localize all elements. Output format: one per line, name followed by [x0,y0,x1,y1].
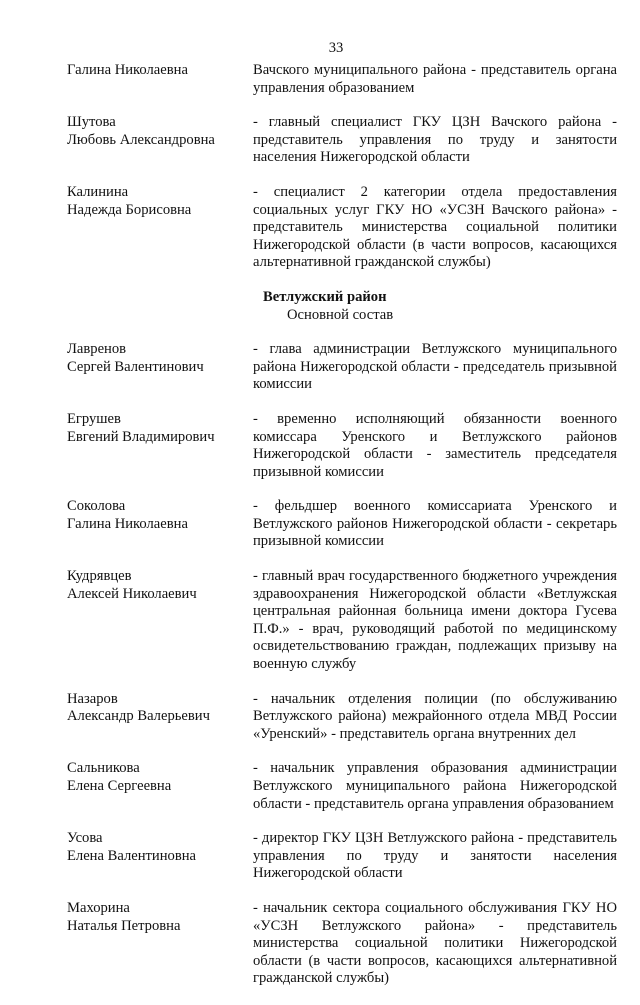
member-row [67,691,617,744]
member-name [67,114,253,167]
member-role: - главный специалист ГКУ ЦЗН Вачского района - представитель управления по труду и занятости населения Нижегородской области [253,114,617,166]
member-role: - начальник сектора социального обслуживания ГКУ НО «УСЗН Ветлужского района» - представитель министерства социальной политики Нижегородской области (в части вопросов, касающихся альтернативной гражданской службы) [253,899,617,987]
member-name-line: Усова [67,830,103,847]
member-role: - фельдшер военного комиссариата Уренского и Ветлужского районов Нижегородской области - секретарь призывной комиссии [253,498,617,550]
member-name-line: Назаров [67,690,118,707]
member-role: - глава администрации Ветлужского муниципального района Нижегородской области - председатель призывной комиссии [253,341,617,393]
member-name-line: Шутова [67,114,116,131]
member-role: - специалист 2 категории отдела предоставления социальных услуг ГКУ НО «УСЗН Вачского района» - представитель министерства социальной политики Нижегородской области (в части вопросов, касающихся альтернативной гражданской службы) [253,183,617,271]
member-name-line: Александр Валерьевич [67,708,210,725]
member-name [67,411,253,481]
member-name-line: Кудрявцев [67,568,132,585]
member-name-line: Соколова [67,498,126,515]
member-name-line: Калинина [67,183,129,200]
member-name-line: Сальникова [67,760,140,777]
member-name [67,62,253,97]
section-subtitle: Основной состав [287,306,394,323]
page-number: 33 [328,40,344,56]
member-name [67,341,253,394]
member-name-line: Галина Николаевна [67,515,188,532]
member-name [67,760,253,813]
member-row [67,760,617,813]
member-row [67,114,617,167]
member-name-line: Наталья Петровна [67,917,181,934]
member-name-line: Евгений Владимирович [67,428,215,445]
district-title: Ветлужский район [263,288,387,305]
member-name-line: Лавренов [67,341,127,358]
member-role: - начальник отделения полиции (по обслуживанию Ветлужского района) межрайонного отдела МВД России «Уренский» - представитель органа внутренних дел [253,690,617,742]
section-header [253,289,617,324]
member-role: - главный врач государственного бюджетного учреждения здравоохранения Нижегородской области «Ветлужская центральная районная больница имени доктора Гусева П.Ф.» - врач, руководящий работой по медицинскому освидетельствованию граждан, подлежащих призыву на военную службу [253,568,617,673]
member-role: - начальник управления образования администрации Ветлужского муниципального района Нижегородской области - представитель органа управления образованием [253,760,617,812]
member-name [67,568,253,674]
member-name-line: Галина Николаевна [67,62,188,78]
member-name [67,184,253,272]
member-role: - временно исполняющий обязанности военного комиссара Уренского и Ветлужского районов Нижегородской области - заместитель председателя призывной комиссии [253,410,617,480]
member-row [67,900,617,988]
member-name [67,900,253,988]
member-row [67,568,617,674]
member-row [67,341,617,394]
member-row [67,498,617,551]
member-name [67,830,253,883]
member-row [67,184,617,272]
member-role: - директор ГКУ ЦЗН Ветлужского района - представитель управления по труду и занятости населения Нижегородской области [253,830,617,882]
member-row [67,830,617,883]
member-name-line: Махорина [67,899,130,916]
member-name [67,498,253,551]
member-name-line: Алексей Николаевич [67,585,197,602]
member-name-line: Егрушев [67,410,121,427]
commission-list [67,62,617,1005]
member-role: Вачского муниципального района - представитель органа управления образованием [253,62,617,96]
member-name-line: Елена Сергеевна [67,778,172,794]
member-name-line: Елена Валентиновна [67,847,196,864]
member-name-line: Надежда Борисовна [67,201,192,218]
member-row [67,411,617,481]
member-row [67,62,617,97]
member-name-line: Любовь Александровна [67,131,215,148]
member-name-line: Сергей Валентинович [67,358,204,375]
previous-district-list [67,62,617,272]
district-member-list [67,341,617,988]
member-name [67,691,253,744]
